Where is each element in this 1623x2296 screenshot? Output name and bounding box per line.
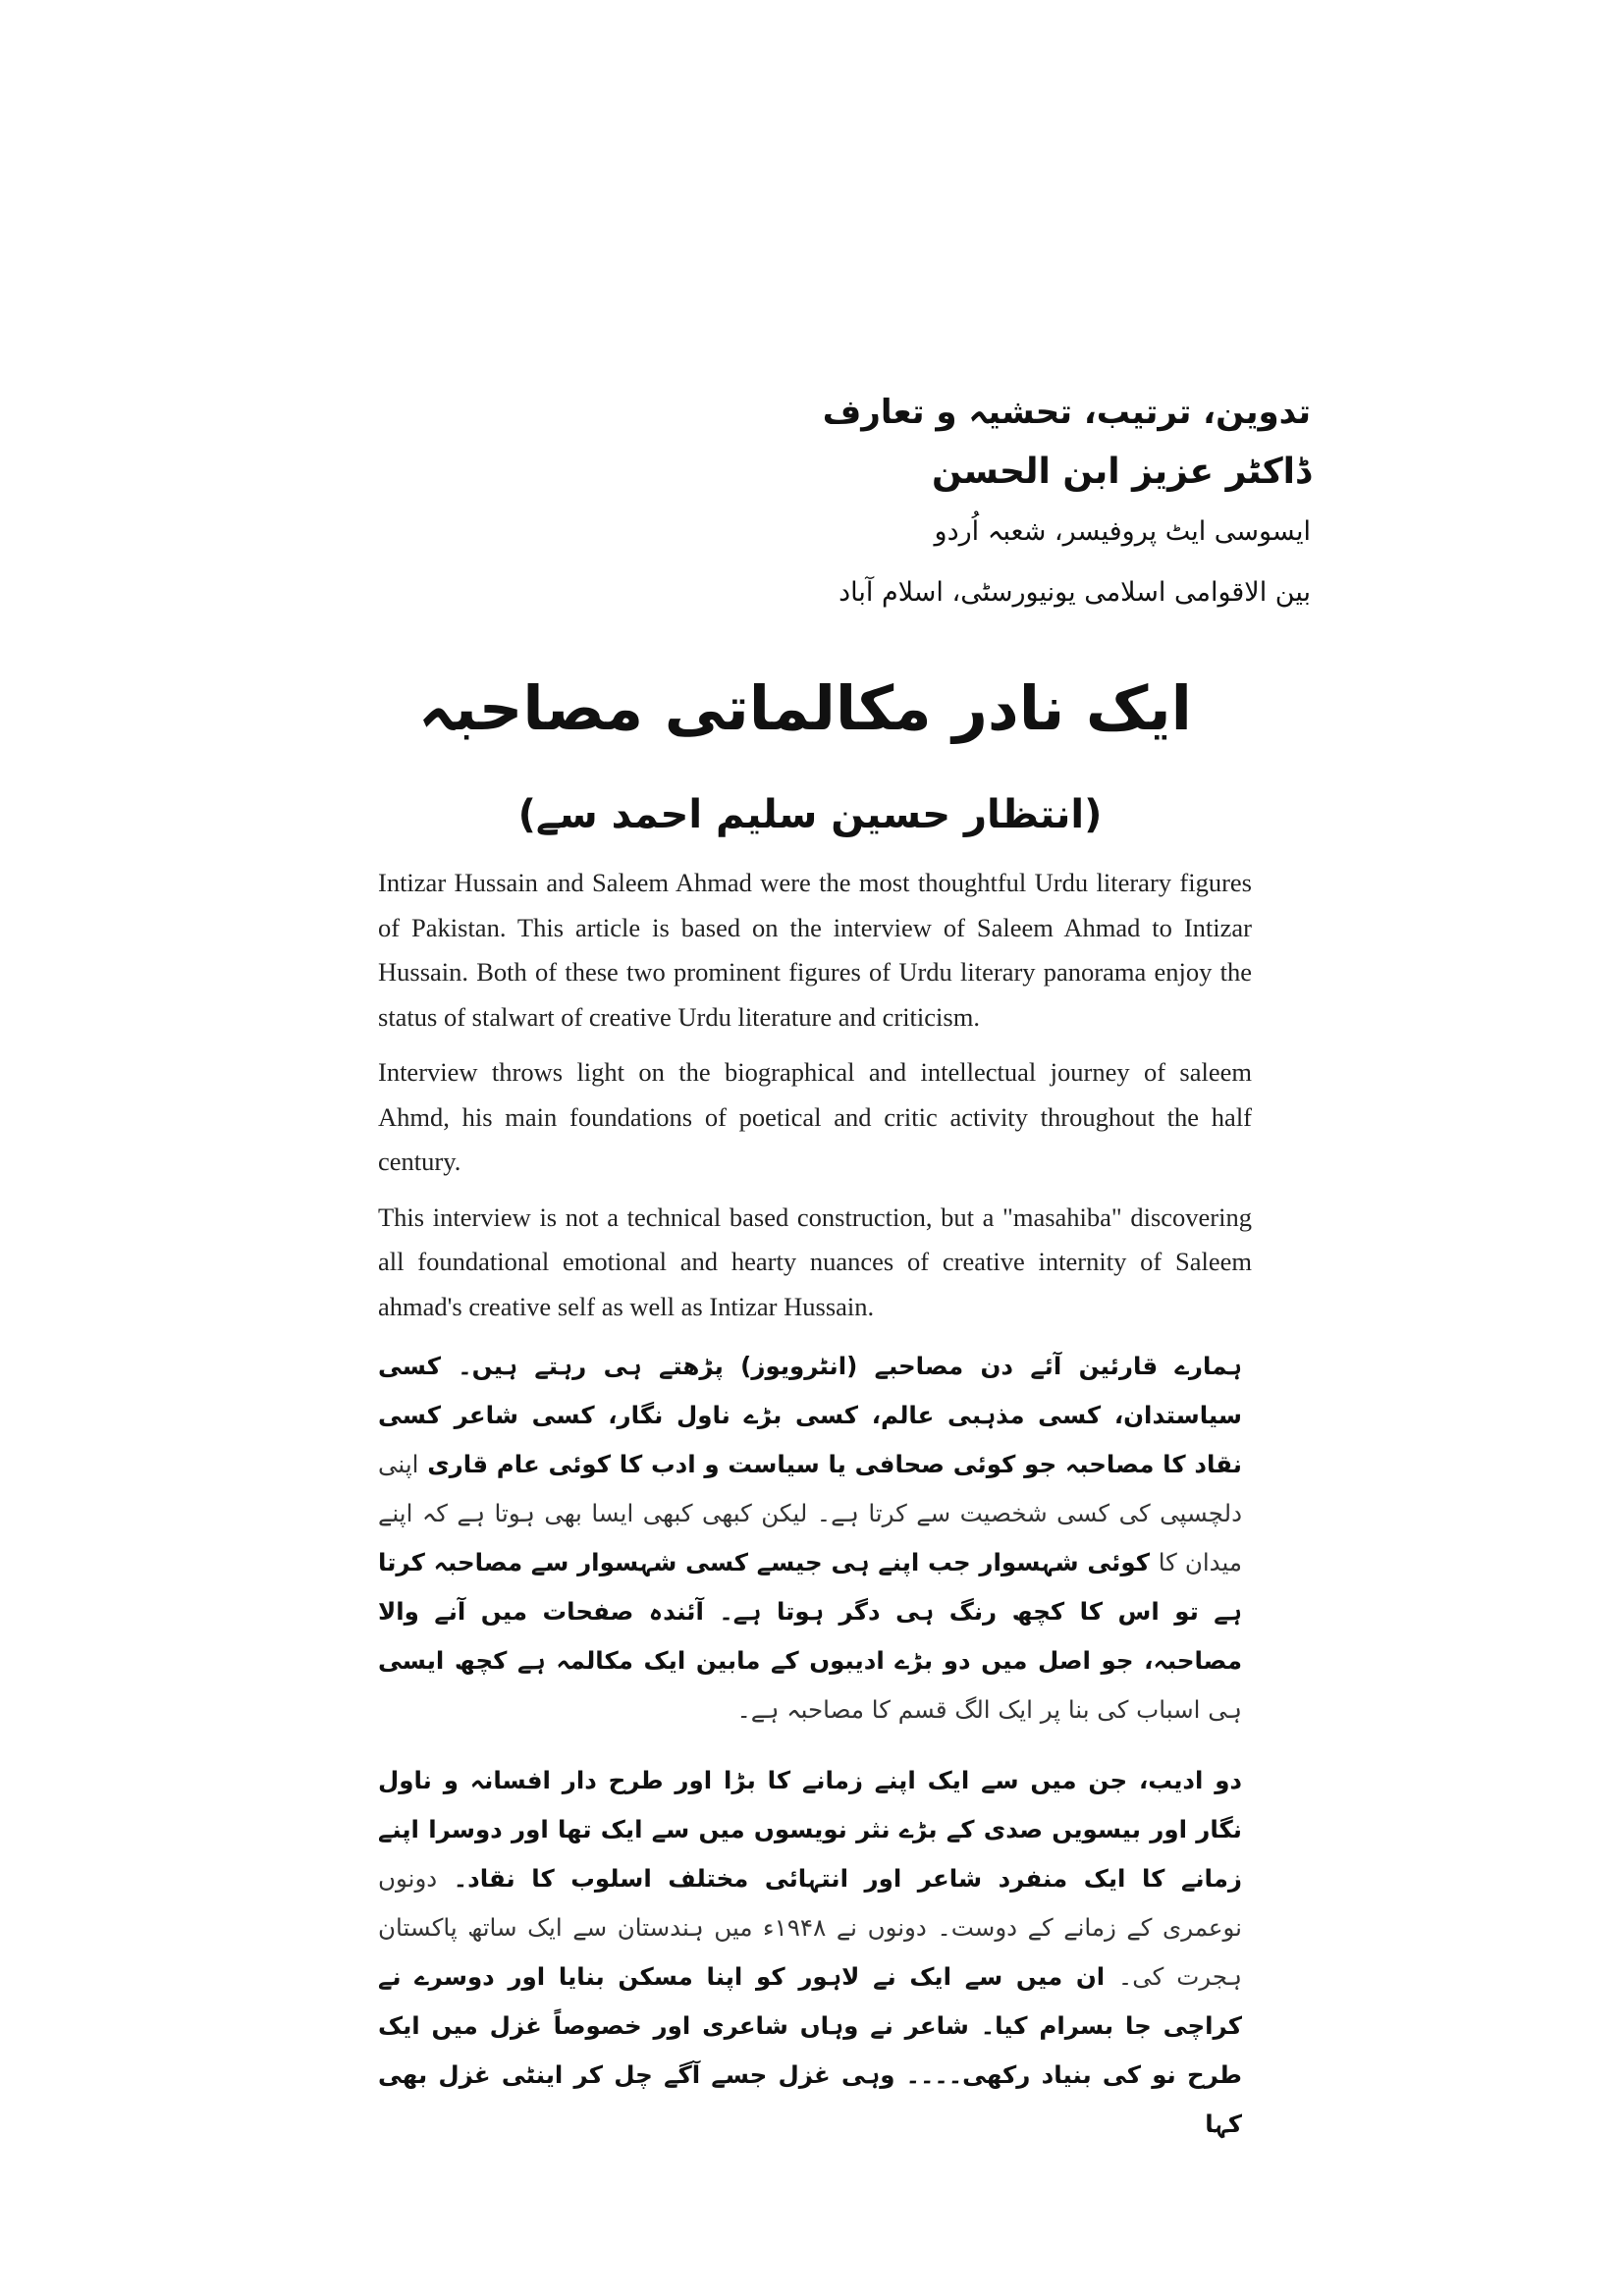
body-text-segment: ان میں سے ایک نے لاہور کو اپنا مسکن بنایا اور دوسرے نے کراچی جا بسرام کیا۔ شاعر نے وہاں شاعری اور خصوصاً غزل میں ایک طرح نو کی بنیاد رکھی۔۔۔۔ وہی غزل جسے آگے چل کر اینٹی غزل بھی کہا [378,1962,1242,2138]
body-paragraph [378,1342,1242,1735]
english-abstract [378,861,1252,1340]
body-paragraph [378,1756,1242,2149]
abstract-paragraph: Intizar Hussain and Saleem Ahmad were the most thoughtful Urdu literary figures of Pakistan. This article is based on the interview of Saleem Ahmad to Intizar Hussain. Both of these two prominent figures of Urdu literary panorama enjoy the status of stalwart of creative Urdu literature and criticism. [378,868,1252,1032]
article-title: ایک نادر مکالماتی مصاحبہ [418,672,1192,744]
author-byline [761,385,1311,618]
body-text-segment: دونوں نوعمری کے زمانے کے دوست۔ دونوں نے ۱۹۴۸ء میں ہندستان سے ایک ساتھ پاکستان ہجرت کی۔ [378,1864,1243,1991]
body-text-segment: دو ادیب، جن میں سے ایک اپنے زمانے کا بڑا اور طرح دار افسانہ و ناول نگار اور بیسویں صدی کے بڑے نثر نویسوں میں سے ایک تھا اور دوسرا اپنے زمانے کا ایک منفرد شاعر اور انتہائی مختلف اسلوب کا نقاد۔ [378,1766,1242,1893]
body-text-segment: ہمارے قارئین آئے دن مصاحبے (انٹرویوز) پڑھتے ہی رہتے ہیں۔ کسی سیاستدان، کسی مذہبی عالم، کسی بڑے ناول نگار، کسی شاعر کسی نقاد کا مصاحبہ جو کوئی صحافی یا سیاست و ادب کا کوئی عام قاری [378,1352,1242,1478]
abstract-paragraph: Interview throws light on the biographical and intellectual journey of saleem Ahmd, his main foundations of poetical and critic activity throughout the half century. [378,1057,1252,1176]
abstract-paragraph: This interview is not a technical based construction, but a "masahiba" discovering all foundational emotional and hearty nuances of creative internity of Saleem ahmad's creative self as well as Intizar Hussain. [378,1201,1252,1321]
author-affiliation: بین الاقوامی اسلامی یونیورسٹی، اسلام آباد [839,577,1311,608]
body-text-segment: ہی اسباب کی بنا پر ایک الگ قسم کا مصاحبہ ہے۔ [736,1695,1242,1724]
author-name: ڈاکٹر عزیز ابن الحسن [932,452,1311,492]
article-subtitle: (انتظار حسین سلیم احمد سے) [517,792,1103,837]
body-text-segment: کوئی شہسوار جب اپنے ہی جیسے کسی شہسوار سے مصاحبہ کرتا ہے تو اس کا کچھ رنگ ہی دگر ہوتا ہے۔ آئندہ صفحات میں آنے والا مصاحبہ، جو اصل میں دو بڑے ادیبوں کے مابین ایک مکالمہ ہے کچھ ایسی [378,1548,1242,1675]
urdu-body-text [378,1342,1242,2170]
compiler-role: تدوین، ترتیب، تحشیہ و تعارف [822,393,1311,432]
author-designation: ایسوسی ایٹ پروفیسر، شعبہ اُردو [934,516,1311,547]
body-text-segment: اپنی دلچسپی کی کسی شخصیت سے کرتا ہے۔ لیکن کبھی کبھی ایسا بھی ہوتا ہے کہ اپنے میدان کا [378,1450,1243,1576]
